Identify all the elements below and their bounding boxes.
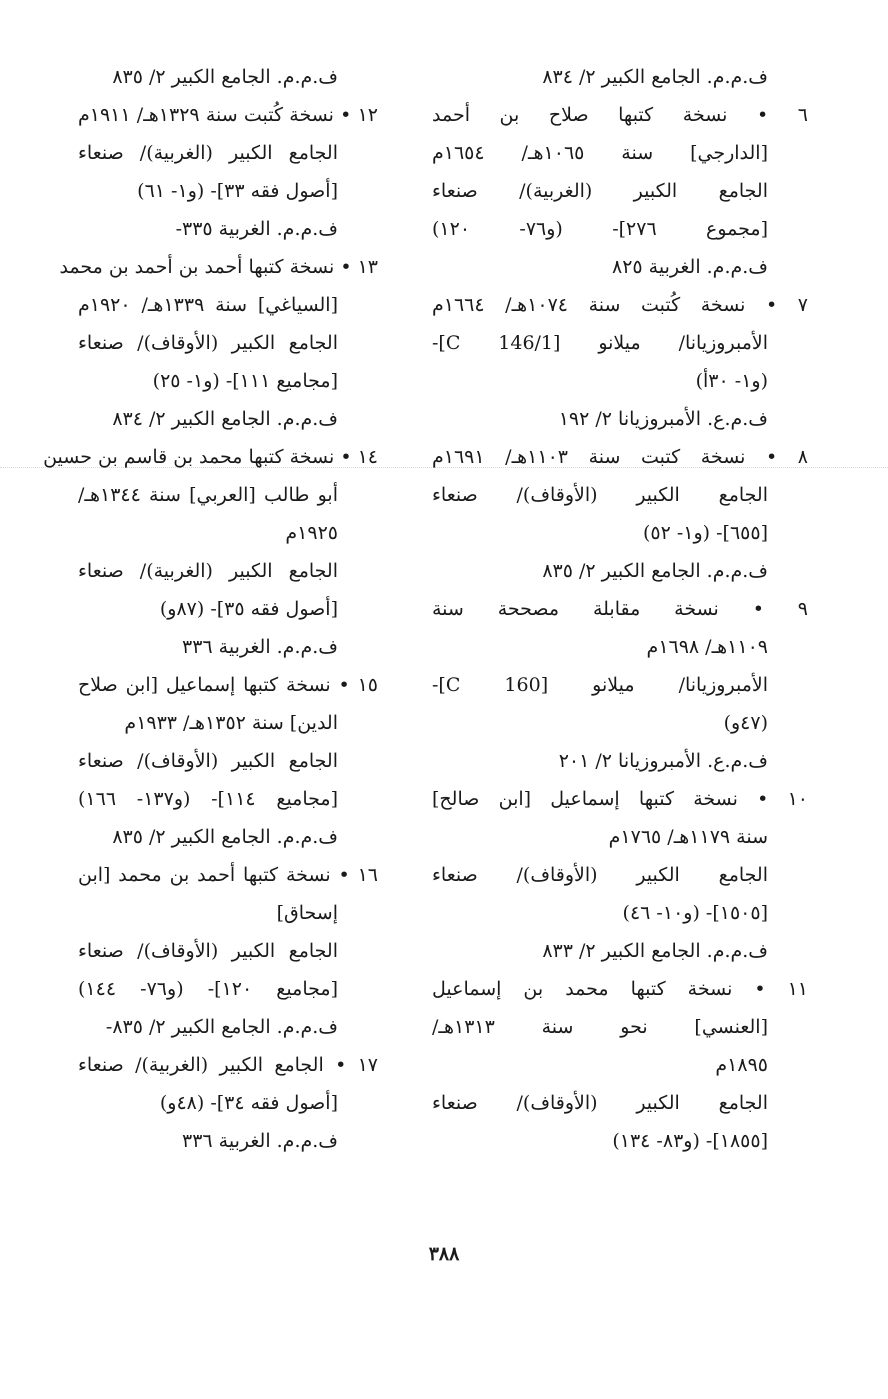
text-line: (٤٧و) (723, 712, 768, 734)
text-line: ف.م.ع. الأمبروزيانا ٢/ ٢٠١ (558, 750, 768, 772)
text-line: (و١- ٣٠أ) (695, 370, 768, 392)
text-line: ف.م.م. الجامع الكبير ٢/ ٨٣٥ (542, 560, 768, 582)
text-line: [أصول فقه ٣٥]- (٨٧و) (159, 598, 338, 620)
text-line: ١٩٢٥م (285, 522, 338, 544)
entry-line: ١٧ • الجامع الكبير (الغربية)/ صنعاء (78, 1054, 378, 1076)
entry-line: ١٥ • نسخة كتبها إسماعيل [ابن صلاح (78, 674, 378, 696)
text-line: [الدارجي] سنة ١٠٦٥هـ/ ١٦٥٤م (432, 142, 768, 164)
text-line: [١٨٥٥]- (و٨٣- ١٣٤) (612, 1130, 768, 1152)
text-line: الجامع الكبير (الأوقاف)/ صنعاء (78, 332, 338, 354)
entry-line: ١٦ • نسخة كتبها أحمد بن محمد [ابن (78, 864, 378, 886)
text-line: إسحاق] (276, 902, 338, 924)
left-column (43, 58, 378, 1160)
entry-line: ٦ • نسخة كتبها صلاح بن أحمد (432, 104, 808, 126)
entry-line: ١٢ • نسخة كُتبت سنة ١٣٢٩هـ/ ١٩١١م (78, 104, 378, 126)
text-line: ف.م.م. الغربية ٣٣٦ (182, 636, 338, 658)
text-line: الجامع الكبير (الأوقاف)/ صنعاء (432, 864, 768, 886)
text-line: ف.م.م. الغربية ٣٣٥- (175, 218, 338, 240)
text-line: ف.م.م. الجامع الكبير ٢/ ٨٣٤ (542, 66, 768, 88)
text-line: [مجاميع ١٢٠]- (و٧٦- ١٤٤) (78, 978, 338, 1000)
text-line: [مجاميع ١١٤]- (و١٣٧- ١٦٦) (78, 788, 338, 810)
text-line: الجامع الكبير (الغربية)/ صنعاء (432, 180, 768, 202)
text-line: ف.م.م. الجامع الكبير ٢/ ٨٣٤ (112, 408, 338, 430)
text-line: الجامع الكبير (الأوقاف)/ صنعاء (432, 1092, 768, 1114)
text-line: سنة ١١٧٩هـ/ ١٧٦٥م (608, 826, 768, 848)
text-line: [العنسي] نحو سنة ١٣١٣هـ/ (432, 1016, 768, 1038)
text-line: الجامع الكبير (الغربية)/ صنعاء (78, 142, 338, 164)
text-line: [مجاميع ١١١]- (و١- ٢٥) (152, 370, 338, 392)
text-line: الجامع الكبير (الأوقاف)/ صنعاء (78, 940, 338, 962)
text-line: ف.م.م. الجامع الكبير ٢/ ٨٣٥- (105, 1016, 338, 1038)
entry-line: ٧ • نسخة كُتبت سنة ١٠٧٤هـ/ ١٦٦٤م (432, 294, 809, 316)
text-line: ف.م.م. الجامع الكبير ٢/ ٨٣٣ (542, 940, 768, 962)
text-line: [١٥٠٥]- (و١٠- ٤٦) (622, 902, 768, 924)
text-line: [أصول فقه ٣٤]- (٤٨و) (159, 1092, 338, 1114)
text-line: الأمبروزيانا/ ميلانو [C 160]- (432, 674, 768, 696)
entry-line: ٨ • نسخة كتبت سنة ١١٠٣هـ/ ١٦٩١م (432, 446, 809, 468)
right-column (432, 58, 808, 1160)
text-line: الجامع الكبير (الأوقاف)/ صنعاء (432, 484, 768, 506)
text-line: ف.م.م. الغربية ٨٢٥ (612, 256, 768, 278)
entry-line: ١٣ • نسخة كتبها أحمد بن أحمد بن محمد (59, 256, 378, 278)
text-line: ف.م.م. الجامع الكبير ٢/ ٨٣٥ (112, 826, 338, 848)
text-line: ف.م.ع. الأمبروزيانا ٢/ ١٩٢ (558, 408, 768, 430)
page-number: ٣٨٨ (428, 1243, 460, 1265)
text-line: الأمبروزيانا/ ميلانو [C 146/1]- (432, 332, 768, 354)
entry-line: ١٠ • نسخة كتبها إسماعيل [ابن صالح] (432, 788, 808, 810)
text-line: الدين] سنة ١٣٥٢هـ/ ١٩٣٣م (124, 712, 338, 734)
text-line: الجامع الكبير (الأوقاف)/ صنعاء (78, 750, 338, 772)
entry-line: ١٤ • نسخة كتبها محمد بن قاسم بن حسين (43, 446, 378, 468)
text-line: ف.م.م. الجامع الكبير ٢/ ٨٣٥ (112, 66, 338, 88)
text-line: ف.م.م. الغربية ٣٣٦ (182, 1130, 338, 1152)
text-line: ١١٠٩هـ/ ١٦٩٨م (646, 636, 768, 658)
text-line: ١٨٩٥م (715, 1054, 768, 1076)
text-line: [السياغي] سنة ١٣٣٩هـ/ ١٩٢٠م (78, 294, 338, 316)
text-line: أبو طالب [العربي] سنة ١٣٤٤هـ/ (78, 484, 338, 506)
text-line: الجامع الكبير (الغربية)/ صنعاء (78, 560, 338, 582)
entry-line: ٩ • نسخة مقابلة مصححة سنة (432, 598, 808, 620)
text-line: [مجموع ٢٧٦]- (و٧٦- ١٢٠) (432, 218, 768, 240)
entry-line: ١١ • نسخة كتبها محمد بن إسماعيل (432, 978, 808, 1000)
text-line: [أصول فقه ٣٣]- (و١- ٦١) (137, 180, 338, 202)
text-line: [٦٥٥]- (و١- ٥٢) (642, 522, 768, 544)
